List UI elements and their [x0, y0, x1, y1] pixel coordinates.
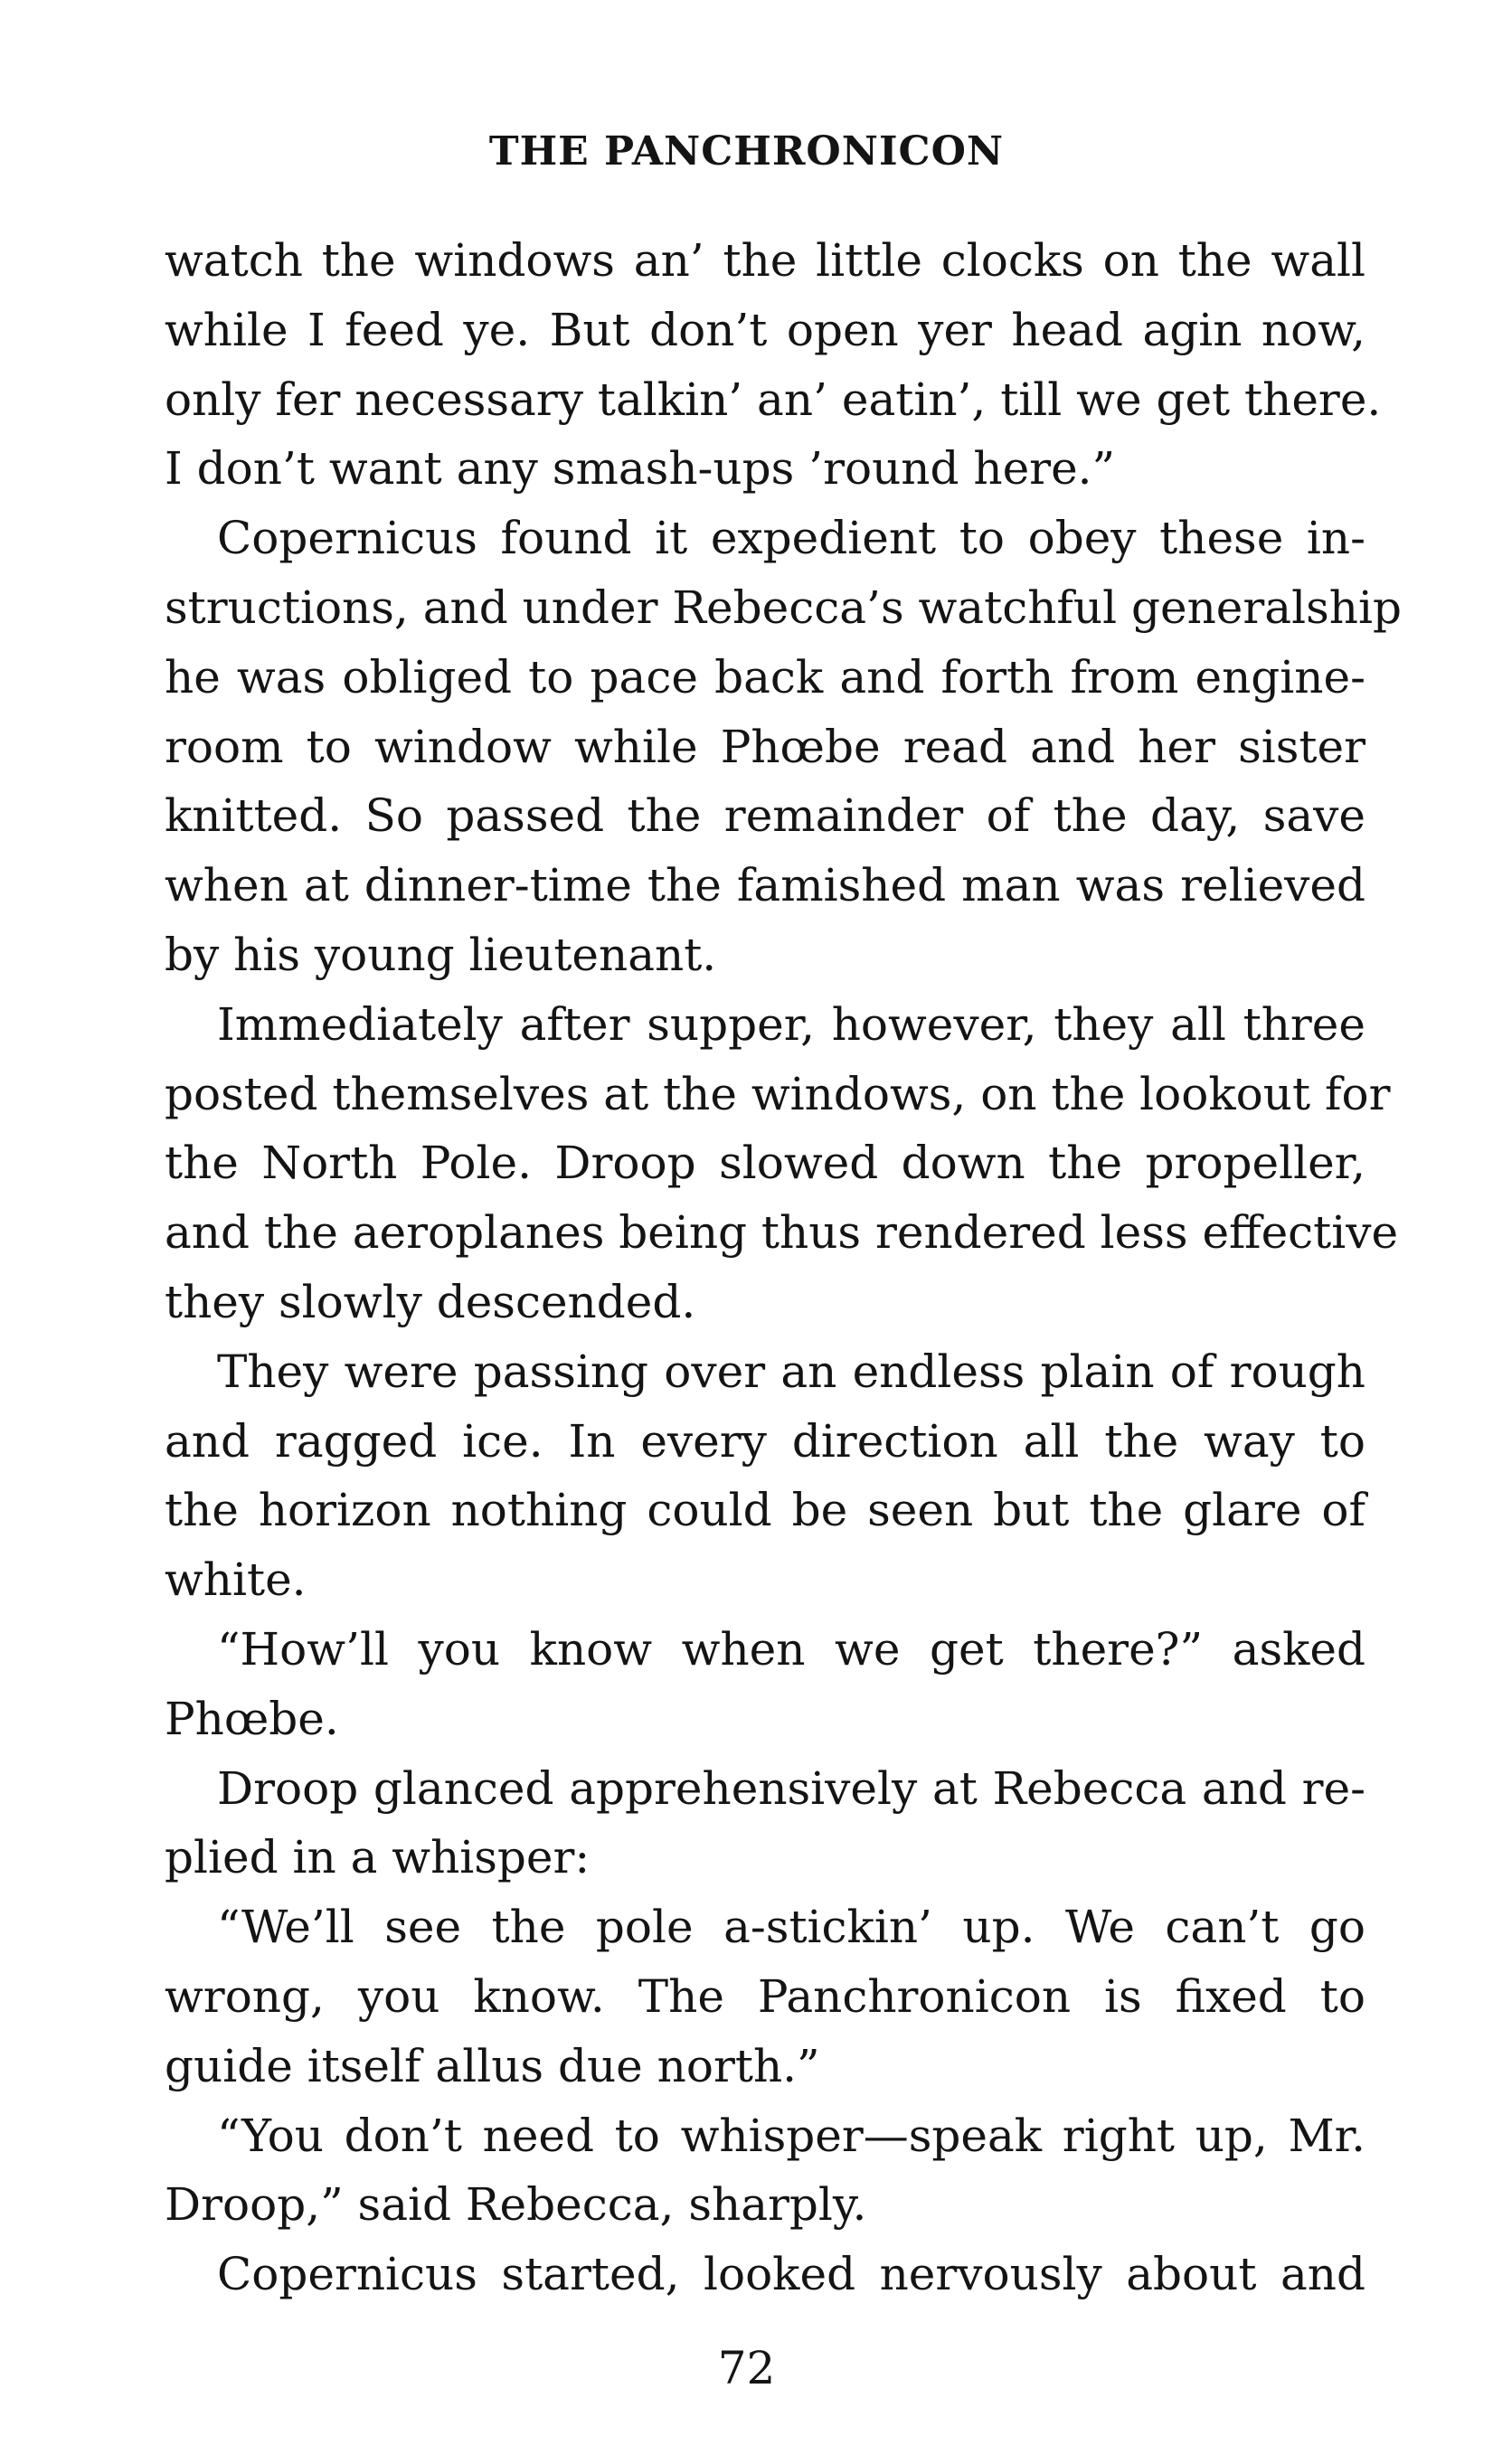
text-line: watch the windows an’ the little clocks on the wall — [165, 234, 1365, 287]
text-line: the North Pole. Droop slowed down the propeller, — [165, 1137, 1365, 1190]
text-line: they slowly descended. — [165, 1275, 696, 1328]
text-line: “How’ll you know when we get there?” asked — [217, 1622, 1365, 1676]
text-line: and the aeroplanes being thus rendered less effective — [165, 1206, 1399, 1260]
text-line: and ragged ice. In every direction all the way to — [165, 1414, 1365, 1468]
text-line: wrong, you know. The Panchronicon is fixed to — [165, 1969, 1365, 2023]
text-line: plied in a whisper: — [165, 1831, 591, 1884]
text-line: posted themselves at the windows, on the lookout for — [165, 1067, 1391, 1120]
text-line: Copernicus started, looked nervously about and — [217, 2248, 1365, 2301]
text-line: while I feed ye. But don’t open yer head agin now, — [165, 303, 1365, 356]
text-line: white. — [165, 1553, 307, 1607]
body-text — [165, 226, 1402, 2309]
text-line: when at dinner-time the famished man was relieved — [165, 859, 1365, 912]
running-head: THE PANCHRONICON — [488, 128, 1005, 175]
text-line: Phœbe. — [165, 1692, 339, 1745]
text-line: by his young lieutenant. — [165, 928, 717, 981]
text-line: Copernicus found it expedient to obey these in- — [217, 512, 1365, 565]
text-line: Droop glanced apprehensively at Rebecca and re- — [217, 1761, 1365, 1815]
text-line: I don’t want any smash-ups ’round here.” — [165, 442, 1116, 496]
text-line: structions, and under Rebecca’s watchful generalship — [165, 581, 1402, 634]
text-line: only fer necessary talkin’ an’ eatin’, till we get there. — [165, 373, 1382, 426]
text-line: the horizon nothing could be seen but the glare of — [165, 1484, 1365, 1537]
text-line: he was obliged to pace back and forth from engine- — [165, 650, 1365, 703]
text-line: guide itself allus due north.” — [165, 2039, 820, 2092]
text-line: knitted. So passed the remainder of the day, save — [165, 789, 1365, 843]
text-line: They were passing over an endless plain of rough — [217, 1345, 1365, 1398]
page-number: 72 — [717, 2342, 776, 2394]
text-line: room to window while Phœbe read and her sister — [165, 720, 1365, 773]
text-line: Droop,” said Rebecca, sharply. — [165, 2178, 867, 2232]
text-line: “You don’t need to whisper—speak right up, Mr. — [217, 2109, 1365, 2162]
text-line: Immediately after supper, however, they all three — [217, 997, 1365, 1051]
text-line: “We’ll see the pole a-stickin’ up. We can’t go — [217, 1901, 1365, 1954]
